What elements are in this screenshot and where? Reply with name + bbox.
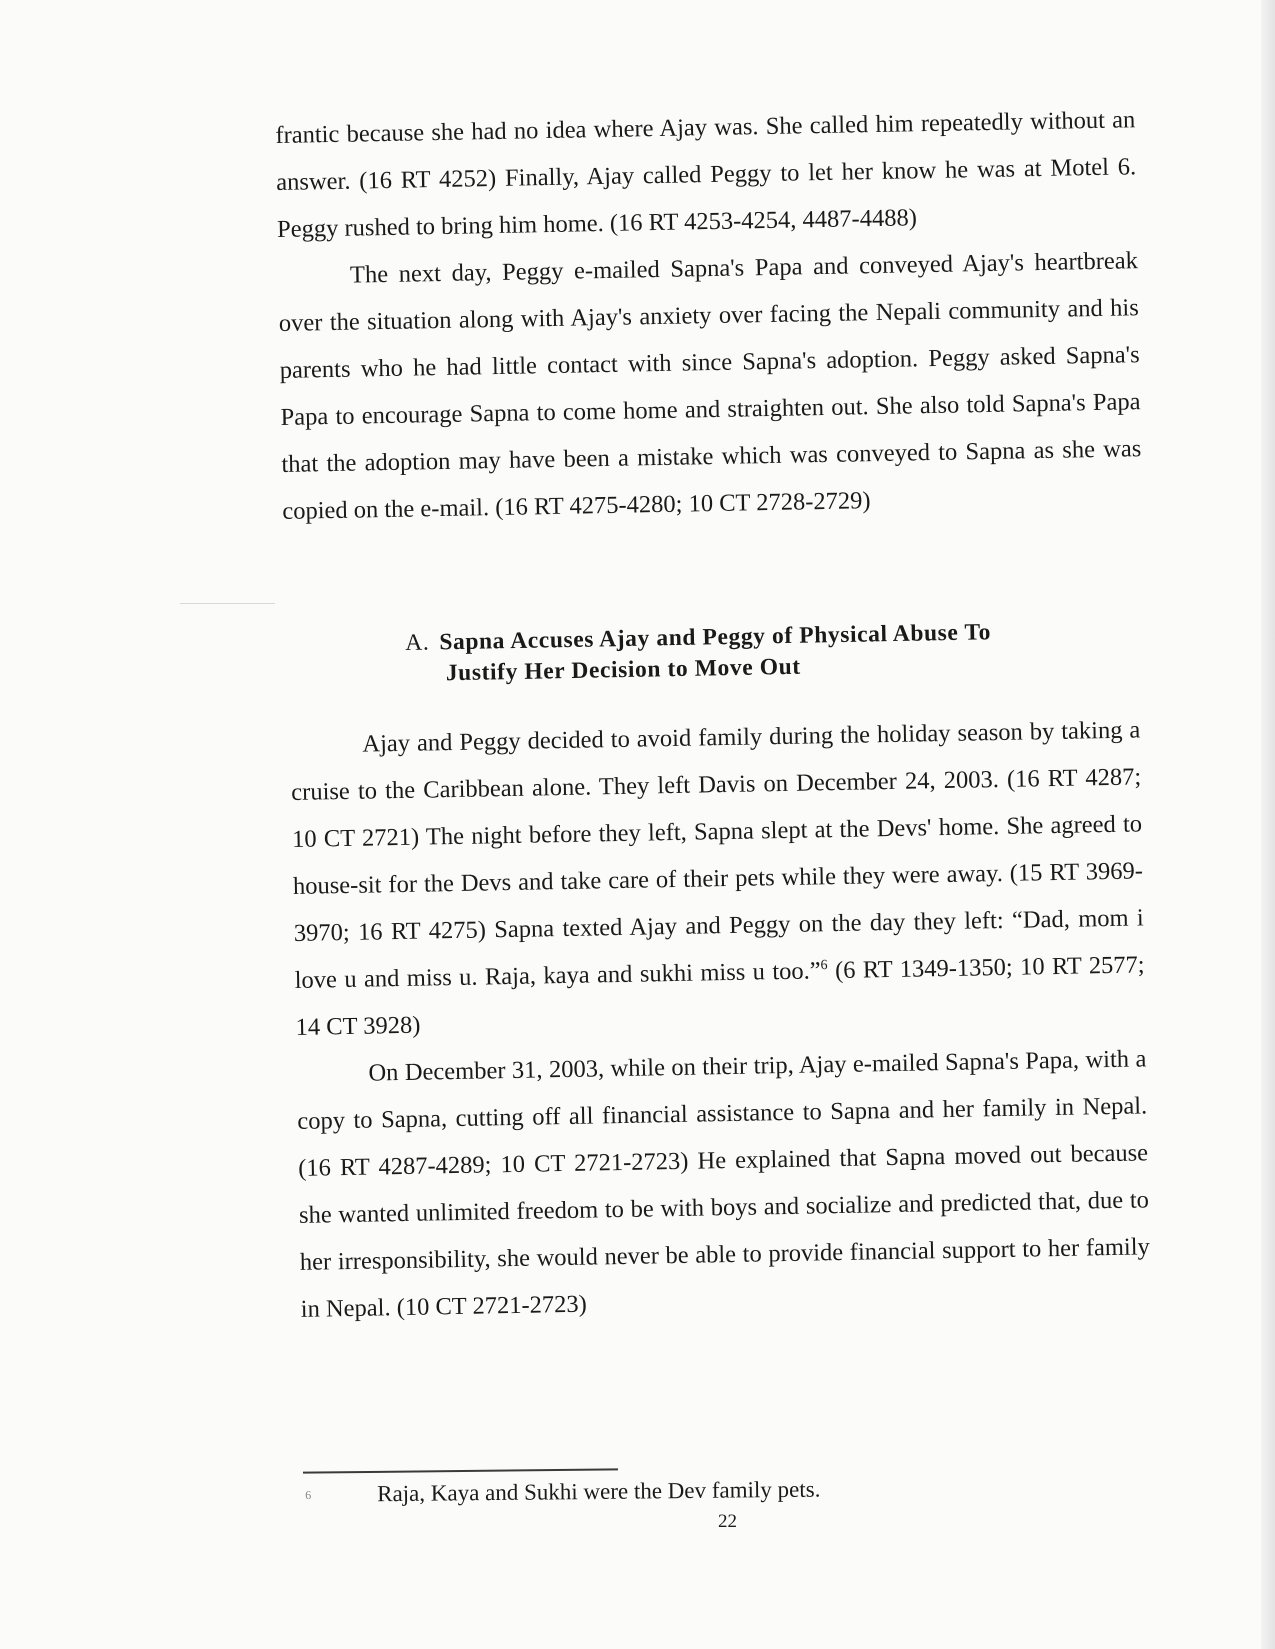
paragraph-3-citation: (6 RT 1349-1350; 10 RT 2577; 14 CT 3928) (295, 951, 1145, 1041)
section-heading-line1: Sapna Accuses Ajay and Peggy of Physical Abuse To (439, 619, 992, 656)
footnote-text: Raja, Kaya and Sukhi were the Dev family pets. (377, 1476, 821, 1507)
section-heading-line2: Justify Her Decision to Move Out (445, 653, 801, 687)
paragraph-3 (290, 706, 1146, 1051)
paragraph-4: On December 31, 2003, while on their trip, Ajay e-mailed Sapna's Papa, with a copy to Sapna, cutting off all financial assistance to Sapna and her family in Nepal. (16 RT 4287-4289; 10 CT 2721-2723) He explained that Sapna moved out because she wanted unlimited freedom to be with boys and socialize and predicted that, due to her irresponsibility, she would never be able to provide financial support to her family in Nepal. (10 CT 2721-2723) (297, 1045, 1151, 1323)
page-edge-shadow (1261, 0, 1275, 1649)
footnote-divider (303, 1468, 618, 1473)
paragraph-2: The next day, Peggy e-mailed Sapna's Papa and conveyed Ajay's heartbreak over the situation along with Ajay's anxiety over facing the Nepali community and his parents who he had little contact with since Sapna's adoption. Peggy asked Sapna's Papa to encourage Sapna to come home and straighten out. She also told Sapna's Papa that the adoption may have been a mistake which was conveyed to Sapna as she was copied on the e-mail. (16 RT 4275-4280; 10 CT 2728-2729) (278, 247, 1142, 525)
body-text-upper (275, 96, 1143, 535)
section-letter: A. (405, 629, 430, 656)
body-text-lower (290, 706, 1151, 1332)
paragraph-1: frantic because she had no idea where Ajay was. She called him repeatedly without an answer. (16 RT 4252) Finally, Ajay called Peggy to let her know he was at Motel 6. Peggy rushed to bring him home. (16 RT 4253-4254, 4487-4488) (275, 106, 1137, 243)
scan-artifact (180, 603, 275, 604)
page-number: 22 (718, 1511, 737, 1532)
footnote-reference[interactable]: 6 (820, 958, 828, 974)
footnote-marker: 6 (305, 1487, 312, 1502)
footnote (305, 1473, 1005, 1510)
paragraph-3-text: Ajay and Peggy decided to avoid family during the holiday season by taking a cruise to the Caribbean alone. They left Davis on December 24, 2003. (16 RT 4287; 10 CT 2721) The night before they left, Sapna slept at the Devs' home. She agreed to house-sit for the Devs and take care of their pets while they were away. (15 RT 3969-3970; 16 RT 4275) Sapna texted Ajay and Peggy on the day they left: “Dad, mom i love u and miss u. Raja, kaya and sukhi miss u too.” (291, 716, 1144, 994)
section-heading (405, 615, 1136, 690)
